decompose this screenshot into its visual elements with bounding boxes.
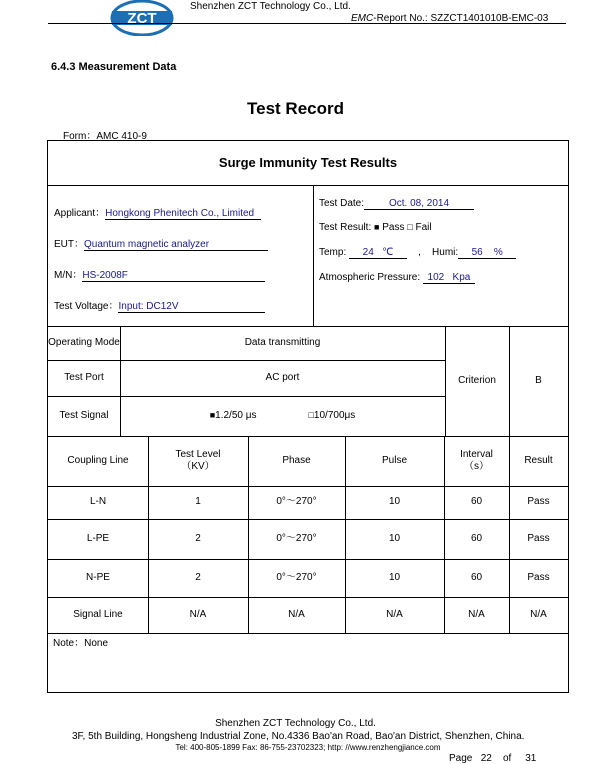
header-company: Shenzhen ZCT Technology Co., Ltd. <box>190 1 351 12</box>
table-cell-interval: 60 <box>470 571 483 583</box>
table-cell-pulse: 10 <box>388 571 401 583</box>
test-port-label: Test Port <box>64 371 104 383</box>
header-rule <box>48 23 566 24</box>
fail-checkbox-empty: □ <box>407 222 413 232</box>
table-cell-result: Pass <box>527 532 550 544</box>
column-header-coupling-line: Coupling Line <box>67 454 129 466</box>
applicant-value: Hongkong Phenitech Co., Limited <box>105 208 261 220</box>
table-cell-coupling-line: Signal Line <box>73 608 123 620</box>
report-suffix: -Report No.: SZZCT1401010B-EMC-03 <box>373 13 549 24</box>
signal-option-1: 1.2/50 μs <box>215 409 257 421</box>
test-signal-options <box>120 396 445 436</box>
table-cell-interval: N/A <box>468 608 485 620</box>
signal-checkbox-checked: ■ <box>209 409 216 420</box>
table-cell-test-level: 1 <box>195 496 201 508</box>
test-result-field: Test Result: ■ Pass □ Fail <box>319 222 432 233</box>
pass-label: Pass <box>382 222 405 233</box>
footer-company: Shenzhen ZCT Technology Co., Ltd. <box>215 717 376 729</box>
test-record-table <box>47 140 569 693</box>
column-header-phase: Phase <box>282 454 311 466</box>
table-cell-test-level: 2 <box>195 532 201 544</box>
divider <box>48 185 568 186</box>
table-cell-result: Pass <box>527 496 550 508</box>
fail-label: Fail <box>415 222 432 233</box>
page-title: Test Record <box>247 99 344 118</box>
divider <box>48 633 568 634</box>
test-port-value: AC port <box>265 371 300 383</box>
table-cell-interval: 60 <box>470 532 483 544</box>
table-cell-result: Pass <box>527 571 550 583</box>
table-cell-test-level: 2 <box>195 571 201 583</box>
table-cell-test-level: N/A <box>189 608 207 620</box>
test-date-field: Test Date: Oct. 08, 2014 <box>319 198 474 210</box>
table-title: Surge Immunity Test Results <box>218 154 398 170</box>
eut-value: Quantum magnetic analyzer <box>84 239 268 251</box>
page-number: Page 22 of 31 <box>449 753 537 764</box>
mn-value: HS-2008F <box>82 270 265 282</box>
test-signal-label: Test Signal <box>59 409 109 421</box>
logo-text: ZCT <box>127 10 157 27</box>
column-header-result: Result <box>524 454 553 466</box>
column-header-test-level: Test Level （KV） <box>175 448 221 472</box>
signal-option-2: 10/700μs <box>313 409 356 421</box>
table-cell-pulse: N/A <box>386 608 403 620</box>
table-cell-coupling-line: L-PE <box>86 532 110 544</box>
test-voltage-field: Test Voltage：Input: DC12V <box>54 297 265 313</box>
eut-field: EUT：Quantum magnetic analyzer <box>54 235 268 251</box>
applicant-field: Applicant：Hongkong Phenitech Co., Limited <box>54 204 261 220</box>
temp-humi-field: Temp: 24 ℃ , Humi: 56 % <box>319 247 516 259</box>
signal-checkbox-empty: □ <box>308 409 314 420</box>
report-prefix: EMC <box>351 13 374 24</box>
table-cell-coupling-line: N-PE <box>86 571 110 583</box>
company-logo <box>110 0 174 36</box>
section-heading: 6.4.3 Measurement Data <box>51 61 177 73</box>
table-cell-pulse: 10 <box>388 496 401 508</box>
column-header-interval: Interval （s） <box>460 448 493 472</box>
test-voltage-value: Input: DC12V <box>118 301 265 313</box>
form-code: Form：AMC 410-9 <box>63 131 147 142</box>
column-header-pulse: Pulse <box>381 454 407 466</box>
note: Note：None <box>53 638 109 649</box>
table-cell-phase: N/A <box>288 608 305 620</box>
mn-field: M/N：HS-2008F <box>54 266 265 282</box>
table-cell-coupling-line: L-N <box>89 496 107 508</box>
operating-mode-label: Operating Mode <box>48 336 120 348</box>
footer-contact: Tel: 400-805-1899 Fax: 86-755-23702323; http: //www.renzhengjiance.com <box>175 743 441 752</box>
pressure-field: Atmospheric Pressure: 102 Kpa <box>319 272 475 284</box>
footer-address: 3F, 5th Building, Hongsheng Industrial Zone, No.4336 Bao'an Road, Bao'an District, Shenzhen, China. <box>72 730 525 742</box>
pass-checkbox-checked: ■ <box>374 222 380 232</box>
table-cell-phase: 0°～270° <box>276 496 317 508</box>
table-cell-result: N/A <box>530 608 547 620</box>
table-cell-interval: 60 <box>470 496 483 508</box>
divider <box>313 185 314 326</box>
table-cell-pulse: 10 <box>388 532 401 544</box>
criterion-label: Criterion <box>458 374 496 386</box>
temp-value: 24 ℃ <box>349 247 407 259</box>
humi-value: 56 % <box>458 247 516 259</box>
table-cell-phase: 0°～270° <box>276 571 317 583</box>
table-cell-phase: 0°～270° <box>276 532 317 544</box>
test-date-value: Oct. 08, 2014 <box>364 198 474 210</box>
pressure-value: 102 Kpa <box>423 272 475 284</box>
criterion-value: B <box>535 374 542 386</box>
operating-mode-value: Data transmitting <box>244 336 321 348</box>
